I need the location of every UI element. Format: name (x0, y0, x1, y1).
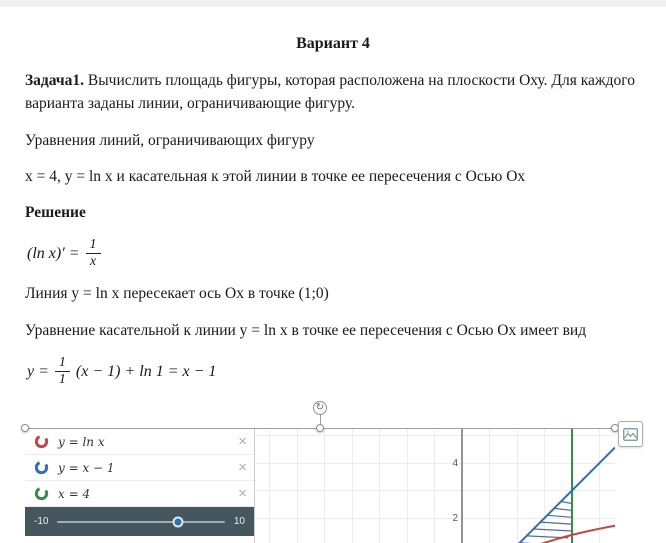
fraction-denominator: 1 (58, 372, 66, 388)
tangent-fraction (55, 355, 70, 388)
equations-line: х = 4, у = ln x и касательная к этой линии в точке ее пересечения с Осью Ох (25, 167, 526, 185)
desmos-graph-area[interactable] (255, 429, 615, 543)
derivative-lhs: (ln x)′ = (27, 244, 80, 262)
slider-track[interactable] (57, 521, 224, 523)
intersection-text: Линия у = ln x пересекает ось Ох в точке (1;0) (25, 285, 329, 303)
curve-color-swirl-icon[interactable] (34, 434, 49, 449)
task-text: Вычислить площадь фигуры, которая расположена на плоскости Оху. Для каждого варианта заданы линии, ограничивающие фигуру. (25, 72, 635, 113)
solution-label: Решение (25, 204, 86, 221)
expression-latex[interactable]: y = ln x (58, 434, 105, 449)
expression-row-ln[interactable] (25, 429, 254, 455)
expression-row-tangent[interactable] (25, 455, 254, 481)
slider-handle[interactable] (172, 516, 183, 527)
page-title: Вариант 4 (296, 35, 370, 52)
fraction-denominator: x (89, 254, 97, 270)
fraction-numerator: 1 (55, 355, 70, 372)
graph-canvas (255, 429, 615, 543)
derivative-formula (27, 237, 641, 270)
curve-color-swirl-icon[interactable] (34, 486, 49, 501)
expression-row-x4[interactable] (25, 481, 254, 507)
grid-lines (255, 429, 615, 543)
y-tick-label-2: 2 (452, 513, 458, 524)
expression-latex[interactable]: y = x − 1 (58, 460, 115, 475)
derivative-fraction (86, 237, 101, 270)
curve-color-swirl-icon[interactable] (34, 460, 49, 475)
layout-options-button[interactable] (618, 421, 643, 447)
equations-intro: Уравнения линий, ограничивающих фигуру (25, 131, 315, 149)
slider-max-label: 10 (233, 516, 245, 527)
slider-min-label: -10 (34, 516, 49, 527)
resize-handle-top-center[interactable] (316, 424, 324, 432)
task-paragraph (25, 69, 641, 116)
layout-options-picture-icon (623, 428, 638, 441)
rotate-handle-icon[interactable]: ↻ (313, 401, 327, 415)
y-tick-label-4: 4 (452, 458, 458, 469)
tangent-lhs: y = (27, 362, 49, 380)
task-label: Задача1. (25, 72, 85, 89)
tangent-intro: Уравнение касательной к линии у = ln x в точке ее пересечения с Осью Ох имеет вид (25, 321, 587, 339)
close-icon[interactable]: × (238, 433, 247, 450)
tangent-formula (27, 355, 641, 388)
slider-row[interactable] (25, 507, 254, 536)
tangent-rhs: (x − 1) + ln 1 = x − 1 (75, 362, 217, 380)
resize-handle-top-left[interactable] (21, 424, 29, 432)
document-body (0, 7, 666, 388)
embedded-desmos-image[interactable] (25, 428, 615, 543)
desmos-expression-panel (25, 429, 255, 543)
close-icon[interactable]: × (238, 485, 247, 502)
close-icon[interactable]: × (238, 459, 247, 476)
expression-latex[interactable]: x = 4 (58, 486, 91, 501)
window-top-strip (0, 0, 666, 7)
fraction-numerator: 1 (86, 237, 101, 254)
